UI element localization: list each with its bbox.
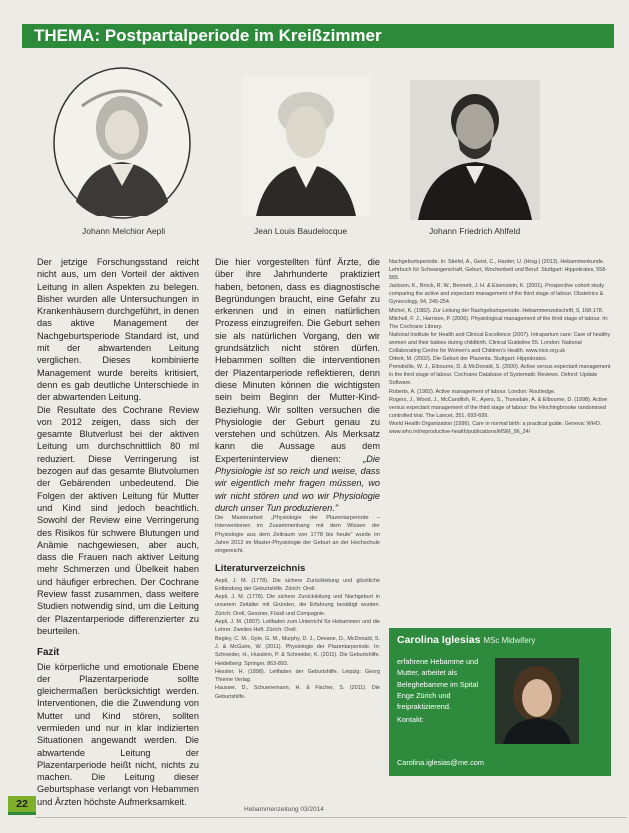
body-text: Die hier vorgestellten fünf Ärzte, die über ihre Jahrhunderte praktiziert haben, betonen, dass es diagnostische Begründungen braucht, eine Gefahr zu erkennen und in einen natürlichen Prozess einzugreifen. Die Geburt sehen sie als natürlichen Vorgang, den wir grundsätzlich nicht stören dürfen. Hebammen sollten die interventionen der Plazentarperiode reflektieren, denn diese Minuten können die wichtigsten sein beim Beginn der Mutter-Kind-Beziehung. Wir sollten versuchen die Physiologie der Geburt genau zu verstehen und schützen. Als Merksatz kann die Aussage aus dem Experteninterview dienen: xyxy=(215,257,380,464)
portrait-caption: Johann Melchior Aepli xyxy=(82,226,166,236)
author-degree: MSc Midwifery xyxy=(483,636,536,645)
footer-source: Hebammenzeitung 03/2014 xyxy=(244,806,324,813)
article-column-2 xyxy=(215,256,380,701)
portrait-ahlfeld xyxy=(410,80,540,220)
expert-quote: „Die Physiologie ist so reich und weise, dass wir eigentlich mehr fragen müssen, wo wir nicht stören und wo wir Physiologie durch unser Tun produzieren." xyxy=(215,453,380,513)
author-bio-block xyxy=(397,656,495,726)
author-box xyxy=(389,628,611,776)
reference-item: Jackson, K., Brock, R. W., Bennett, J. H. & Eisenstein, K. (2001). Prospective cohort study comparing the active and expectant management of the third stage of labour. Obstetrics & Gynecology, 94, 245-254. xyxy=(389,283,605,306)
portrait-aepli xyxy=(52,66,192,221)
author-photo-image xyxy=(495,658,579,744)
reference-item: Mitchell, F. J., Harrison, P. (2006). Physiological management of the third stage of labour. In: The Cochrane Library. xyxy=(389,315,609,330)
reference-item: World Health Organization (1996). Care in normal birth: a practical guide. Geneva: WHO. www.who.int/reproductive-health/publications/MSM_96_24/ xyxy=(389,420,602,435)
portrait-baudelocque xyxy=(242,76,370,216)
footer-rule xyxy=(36,817,626,818)
section-heading-fazit: Fazit xyxy=(37,647,60,659)
reference-item: Aepli, J. M. (1807). Leitfaden zum Unterricht für Hebammen und die Lehrer. Zweites Heft. Zürich: Orell. xyxy=(215,619,380,634)
fazit-paragraph: Die körperliche und emotionale Ebene der Plazentarperiode sollte gleichermaßen berücksichtigt werden. Interventionen, die die Zuwendung von Mutter und Kind stören, sollten vermieden und nur in klar indizierten Situationen angewandt werden. Die abwartende Leitung der Plazentarperiode heißt nicht, nichts zu machen. Die Leitung dieser Geburtsphase verlangt von Hebammen und Ärzten höchste Aufmerksamkeit. xyxy=(37,661,199,807)
reference-item: Rogers, J., Wood, J., McCandlish, R., Ayers, S., Truesdale, A. & Elbourne, D. (1998). Active versus expectant management of the third stage of labour: the Hinchingbrooke randomised controlled trial. The Lancet, 351, 693-699. xyxy=(389,396,608,419)
reference-item: Begley, C. M., Gyte, G. M., Murphy, D. J., Devane, D., McDonald, S. J. & McGuire, W. (2011). Physiologie der Plazentarperiode. In: Schneider, H., Husslein, P. & Schneider, K. (2011). Die Geburtshilfe. Heidelberg: Springer, 863-893. xyxy=(215,635,380,667)
portrait-baudelocque-image xyxy=(242,76,370,216)
header-bar xyxy=(22,24,614,48)
reference-item: Hausser, D., Schuenemann, H. & Fischer, S. (2011). Die Geburtshilfe. xyxy=(215,685,380,700)
author-name: Carolina Iglesias xyxy=(397,634,481,646)
page-title: THEMA: Postpartalperiode im Kreißzimmer xyxy=(34,26,382,45)
article-column-1 xyxy=(37,256,199,808)
author-email[interactable]: Carolina.iglesias@me.com xyxy=(397,758,484,767)
article-column-3 xyxy=(389,258,611,436)
footnote: Die Masterarbeit „Physiologie der Plazentarperiode – Interventionen im Zusammenhang mit dem Wissen der Physiologie aus dem Zeitraum von 1778 bis heute" wurde im Jahre 2012 im Master-Physiologie der Geburt an der Hochschule eingereicht. xyxy=(215,515,380,555)
reference-item: Hessler, H. (1898). Leitfaden der Geburtshilfe. Leipzig: Georg Thieme Verlag. xyxy=(215,668,380,684)
references-heading: Literaturverzeichnis xyxy=(215,563,306,575)
reference-item: National Institute for Health and Clinical Excellence (2007). Intrapartum care: Care of healthy women and their babies during childbirth. Clinical Guideline 55. London: National Collaborating Centre for Women's and Children's Health. www.nice.org.uk xyxy=(389,331,611,355)
body-paragraph xyxy=(215,256,380,514)
reference-item: Aepli, J. M. (1778). Die sichere Zurückleitung und glückliche Entbindung der Geburtshilfe. Zürich: Orell. xyxy=(215,577,380,592)
portrait-ahlfeld-image xyxy=(410,80,540,220)
reference-item: Michel, K. (1982). Zur Leitung der Nachgeburtsperiode. Hebammenzeitschrift, 9, 168-178. xyxy=(389,307,604,314)
author-bio: erfahrene Hebamme und Mutter, arbeitet als Beleghebamme im Spital Enge Zürich und freipraktizierend. xyxy=(397,657,479,712)
reference-item: Roberts, A. (1982). Active management of labour. London: Routledge. xyxy=(389,388,556,395)
page-number: 22 xyxy=(8,796,36,812)
reference-item: Prendiville, W. J., Elbourne, D. & McDonald, S. (2000). Active versus expectant management in the third stage of labour. Cochrane Database of Systematic Reviews. Oxford: Update Software. xyxy=(389,364,611,387)
portrait-aepli-image xyxy=(52,66,192,221)
reference-item: Odent, M. (2002). Die Geburt der Plazenta. Stuttgart: Hippokrates. xyxy=(389,356,548,363)
portrait-caption: Johann Friedrich Ahlfeld xyxy=(429,226,521,236)
body-paragraph: Der jetzige Forschungsstand reicht nicht aus, um den Vorteil der aktiven Leitung in allen Aspekten zu belegen. Bisher wurden alle Untersuchungen in Krankenhäusern durchgeführt, in denen das aktive Management der Nachgeburtsperiode Standard ist, und mit der abwartenden Leitung verglichen. Dieses kombinierte Management wurde bereits kritisiert, denn es gab deutliche Unterschiede in der abwartenden Leitung. xyxy=(37,257,199,403)
author-contact-label: Kontakt: xyxy=(397,715,424,725)
reference-item: Aepli, J. M. (1778). Die sichere Zurückleitung und Nachgeburt in unserem Zeitalter mit Gründen, die Erfahrung bestätigt wurden. Zürich: Orell, Gessner, Füssli und Compagnie. xyxy=(215,594,380,617)
reference-item: Nachgeburtsperiode. In: Stiefel, A., Geist, C., Harder, U. (Hrsg.) (2013). Hebammenkunde. Lehrbuch für Schwangerschaft, Geburt, Wochenbett und Beruf. Stuttgart: Hippokrates, 558-565. xyxy=(389,259,608,282)
page-number-bar xyxy=(8,812,36,815)
author-photo xyxy=(495,658,579,744)
references-list xyxy=(215,577,380,701)
author-name-line xyxy=(397,634,535,646)
portrait-caption: Jean Louis Baudelocque xyxy=(254,226,348,236)
body-paragraph: Die Resultate des Cochrane Review von 2012 zeigen, dass sich der gesamte Blutverlust bei der aktiven Leitung um durchschnittlich 80 ml reduziert. Diese Verringerung ist bezogen auf das gesamte Blutvolumen der Gebärenden unbedeutend. Die Folgen der aktiven Leitung für Mutter und Kind sind jedoch beachtlich. Sowohl der Review eine Verringerung des Risikos für schwere Blutungen und Anämie nachgewiesen, aber auch, dass die Frauen nach aktiver Leitung mehr Schmerzen und Übelkeit haben und häufiger erbrechen. Der Cochrane Review fasst zusammen, dass weitere Studien notwendig sind, um die Leitung der Plazentarperiode differenzierter zu beurteilen. xyxy=(37,404,199,636)
